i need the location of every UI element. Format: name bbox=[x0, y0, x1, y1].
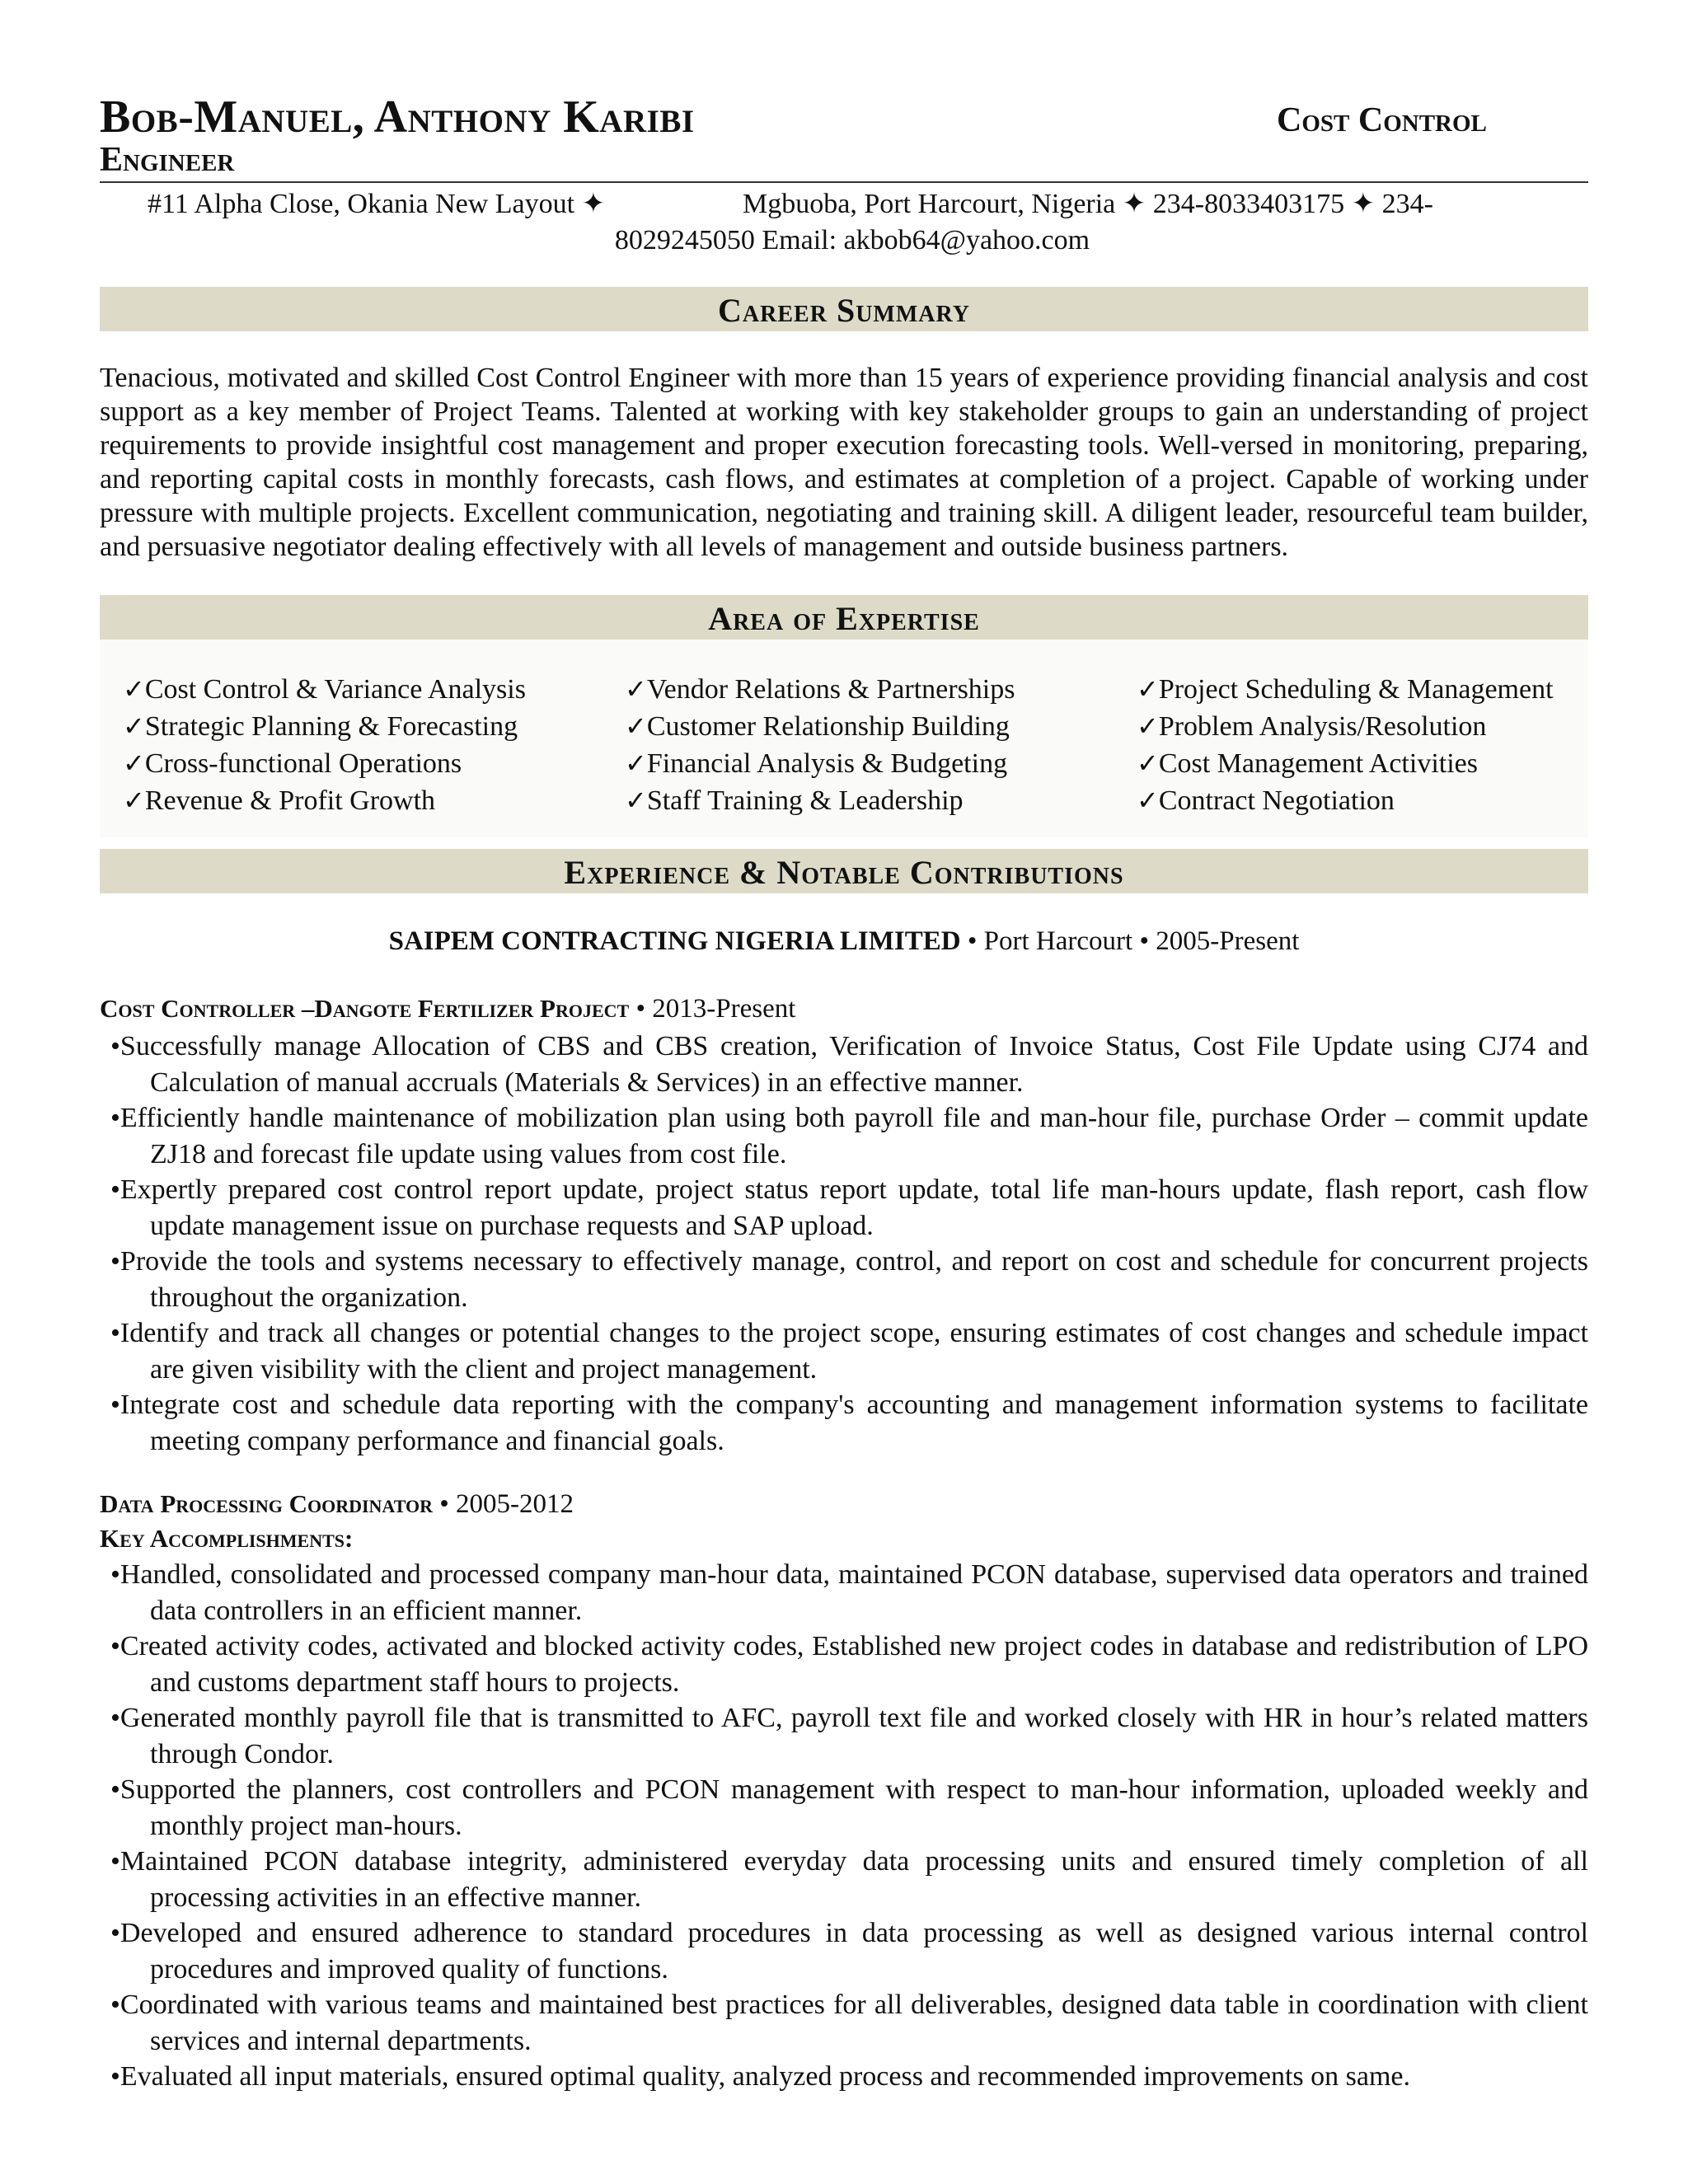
role-dates: • 2005-2012 bbox=[439, 1489, 574, 1519]
bullet-item: •Supported the planners, cost controllers and PCON management with respect to man-hour information, uploaded weekly and monthly project man-hours. bbox=[110, 1774, 1588, 1841]
bullet-item: •Successfully manage Allocation of CBS and CBS creation, Verification of Invoice Status, Cost File Update using CJ74 and Calculation of manual accruals (Materials & Services) in an effective manner. bbox=[110, 1031, 1588, 1098]
contact-info bbox=[100, 186, 1588, 259]
phone-email: 8029245050 Email: akbob64@yahoo.com bbox=[614, 225, 1090, 255]
check-icon: ✓ bbox=[123, 711, 145, 741]
candidate-name: Bob-Manuel, Anthony Karibi bbox=[100, 91, 695, 143]
job-title-continued: Engineer bbox=[100, 141, 235, 179]
expertise-item: ✓Customer Relationship Building bbox=[625, 711, 1010, 742]
job-title: Cost Control bbox=[1277, 101, 1487, 139]
role-heading bbox=[100, 994, 1588, 1029]
bullet-item: •Generated monthly payroll file that is transmitted to AFC, payroll text file and worked closely with HR in hour’s related matters through Condor. bbox=[110, 1703, 1588, 1769]
bullet-item: •Handled, consolidated and processed company man-hour data, maintained PCON database, supervised data operators and trained data controllers in an efficient manner. bbox=[110, 1559, 1588, 1626]
company-name: SAIPEM CONTRACTING NIGERIA LIMITED bbox=[388, 926, 961, 956]
bullet-item: •Evaluated all input materials, ensured optimal quality, analyzed process and recommended improvements on same. bbox=[110, 2061, 1410, 2092]
company-line bbox=[100, 926, 1588, 963]
expertise-item: ✓Cross-functional Operations bbox=[123, 748, 462, 779]
check-icon: ✓ bbox=[625, 785, 647, 815]
expertise-grid bbox=[100, 640, 1588, 837]
role-bullets bbox=[100, 1029, 1588, 1459]
key-accomplishments-label: Key Accomplishments: bbox=[100, 1524, 354, 1553]
expertise-item: ✓Problem Analysis/Resolution bbox=[1137, 711, 1487, 742]
expertise-item: ✓Financial Analysis & Budgeting bbox=[625, 748, 1008, 779]
header bbox=[100, 89, 1588, 143]
expertise-column-2 bbox=[625, 671, 1015, 819]
expertise-item: ✓Cost Control & Variance Analysis bbox=[123, 674, 526, 705]
bullet-item: •Identify and track all changes or potential changes to the project scope, ensuring estimates of cost changes and schedule impact are given visibility with the client and project management. bbox=[110, 1318, 1588, 1385]
bullet-item: •Developed and ensured adherence to standard procedures in data processing as well as designed various internal control procedures and improved quality of functions. bbox=[110, 1918, 1588, 1985]
role-heading bbox=[100, 1489, 1588, 1524]
check-icon: ✓ bbox=[1137, 748, 1159, 778]
role-dates: • 2013-Present bbox=[635, 994, 796, 1024]
expertise-item: ✓Project Scheduling & Management bbox=[1137, 674, 1554, 705]
expertise-item: ✓Contract Negotiation bbox=[1137, 785, 1395, 816]
career-summary-text: Tenacious, motivated and skilled Cost Control Engineer with more than 15 years of experience providing financial analysis and cost support as a key member of Project Teams. Talented at working with key stakeholder groups to gain an understanding of project requirements to provide insightful cost management and proper execution forecasting tools. Well-versed in monitoring, preparing, and reporting capital costs in monthly forecasts, cash flows, and estimates at completion of a project. Capable of working under pressure with multiple projects. Excellent communication, negotiating and training skill. A diligent leader, resourceful team builder, and persuasive negotiator dealing effectively with all levels of management and outside business partners. bbox=[100, 363, 1588, 562]
check-icon: ✓ bbox=[625, 711, 647, 741]
check-icon: ✓ bbox=[123, 674, 145, 704]
expertise-item: ✓Cost Management Activities bbox=[1137, 748, 1478, 779]
expertise-item: ✓Strategic Planning & Forecasting bbox=[123, 711, 518, 742]
expertise-item: ✓Staff Training & Leadership bbox=[625, 785, 964, 816]
expertise-column-1 bbox=[123, 671, 526, 819]
bullet-item: •Provide the tools and systems necessary to effectively manage, control, and report on cost and schedule for concurrent projects throughout the organization. bbox=[110, 1246, 1588, 1313]
resume-content bbox=[100, 89, 1588, 2095]
header-divider bbox=[100, 181, 1588, 183]
bullet-item: •Efficiently handle maintenance of mobilization plan using both payroll file and man-hour file, purchase Order – commit update ZJ18 and forecast file update using values from cost file. bbox=[110, 1103, 1588, 1169]
section-header-expertise: Area of Expertise bbox=[100, 595, 1588, 640]
role-title: Cost Controller –Dangote Fertilizer Project bbox=[100, 994, 630, 1023]
section-header-experience: Experience & Notable Contributions bbox=[100, 849, 1588, 893]
role-title: Data Processing Coordinator bbox=[100, 1489, 433, 1518]
check-icon: ✓ bbox=[123, 785, 145, 815]
check-icon: ✓ bbox=[1137, 785, 1159, 815]
check-icon: ✓ bbox=[1137, 674, 1159, 704]
check-icon: ✓ bbox=[123, 748, 145, 778]
bullet-item: •Maintained PCON database integrity, administered everyday data processing units and ensured timely completion of all processing activities in an effective manner. bbox=[110, 1846, 1588, 1913]
company-location: • Port Harcourt • 2005-Present bbox=[967, 926, 1300, 956]
expertise-column-3 bbox=[1137, 671, 1554, 819]
section-header-career-summary: Career Summary bbox=[100, 287, 1588, 331]
check-icon: ✓ bbox=[625, 674, 647, 704]
check-icon: ✓ bbox=[625, 748, 647, 778]
expertise-item: ✓Revenue & Profit Growth bbox=[123, 785, 436, 816]
check-icon: ✓ bbox=[1137, 711, 1159, 741]
bullet-item: •Coordinated with various teams and maintained best practices for all deliverables, designed data table in coordination with client services and internal departments. bbox=[110, 1990, 1588, 2056]
address: #11 Alpha Close, Okania New Layout ✦ bbox=[148, 189, 606, 219]
expertise-item: ✓Vendor Relations & Partnerships bbox=[625, 674, 1015, 705]
bullet-item: •Created activity codes, activated and blocked activity codes, Established new project codes in database and redistribution of LPO and customs department staff hours to projects. bbox=[110, 1631, 1588, 1698]
location-phone: Mgbuoba, Port Harcourt, Nigeria ✦ 234-8033403175 ✦ 234- bbox=[743, 189, 1433, 219]
bullet-item: •Integrate cost and schedule data reporting with the company's accounting and management information systems to facilitate meeting company performance and financial goals. bbox=[110, 1390, 1588, 1456]
bullet-item: •Expertly prepared cost control report update, project status report update, total life man-hours update, flash report, cash flow update management issue on purchase requests and SAP upload. bbox=[110, 1174, 1588, 1241]
role-bullets bbox=[100, 1557, 1588, 2095]
